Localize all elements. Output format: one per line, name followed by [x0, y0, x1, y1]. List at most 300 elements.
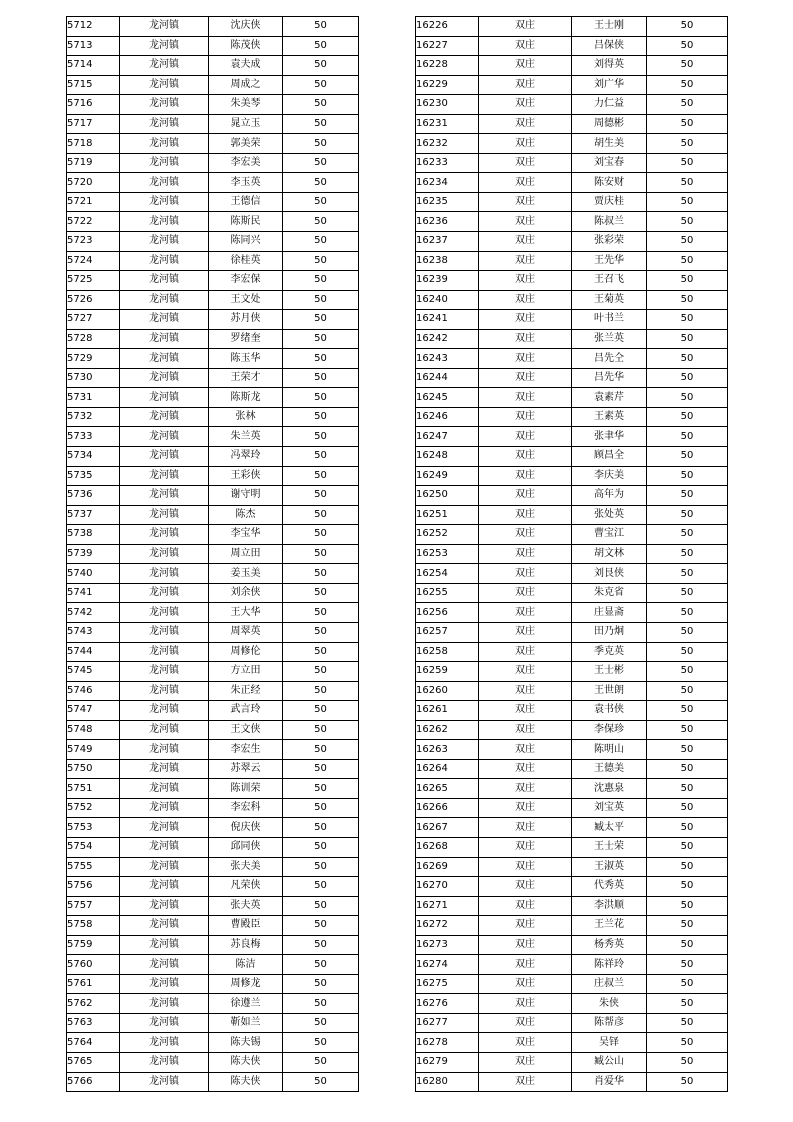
serial-number-cell: 16266	[416, 798, 479, 818]
amount-cell: 50	[647, 17, 728, 37]
serial-number-cell: 5728	[67, 329, 120, 349]
person-name-cell: 朱美琴	[209, 95, 283, 115]
table-row	[416, 759, 728, 779]
person-name-cell: 吕先华	[572, 368, 647, 388]
amount-cell: 50	[647, 290, 728, 310]
amount-cell: 50	[283, 818, 359, 838]
table-row	[67, 1072, 359, 1092]
amount-cell: 50	[647, 877, 728, 897]
amount-cell: 50	[283, 759, 359, 779]
person-name-cell: 王德美	[572, 759, 647, 779]
serial-number-cell: 16231	[416, 114, 479, 134]
table-row	[67, 17, 359, 37]
town-cell: 双庄	[479, 994, 572, 1014]
town-cell: 双庄	[479, 779, 572, 799]
person-name-cell: 王世朗	[572, 681, 647, 701]
table-row	[67, 955, 359, 975]
town-cell: 龙河镇	[120, 447, 209, 467]
amount-cell: 50	[283, 1013, 359, 1033]
table-row	[416, 955, 728, 975]
amount-cell: 50	[283, 192, 359, 212]
serial-number-cell: 16278	[416, 1033, 479, 1053]
amount-cell: 50	[647, 994, 728, 1014]
serial-number-cell: 16234	[416, 173, 479, 193]
table-row	[67, 857, 359, 877]
amount-cell: 50	[283, 642, 359, 662]
serial-number-cell: 16264	[416, 759, 479, 779]
table-row	[416, 1052, 728, 1072]
amount-cell: 50	[283, 232, 359, 252]
serial-number-cell: 16237	[416, 232, 479, 252]
table-row	[67, 583, 359, 603]
town-cell: 龙河镇	[120, 916, 209, 936]
amount-cell: 50	[647, 36, 728, 56]
table-row	[67, 505, 359, 525]
town-cell: 双庄	[479, 153, 572, 173]
table-row	[416, 857, 728, 877]
amount-cell: 50	[647, 818, 728, 838]
town-cell: 双庄	[479, 1072, 572, 1092]
person-name-cell: 张聿华	[572, 427, 647, 447]
person-name-cell: 贾庆桂	[572, 192, 647, 212]
serial-number-cell: 5725	[67, 271, 120, 291]
serial-number-cell: 5727	[67, 310, 120, 330]
amount-cell: 50	[283, 17, 359, 37]
serial-number-cell: 16261	[416, 701, 479, 721]
table-row	[67, 173, 359, 193]
serial-number-cell: 16259	[416, 662, 479, 682]
amount-cell: 50	[283, 1052, 359, 1072]
amount-cell: 50	[283, 857, 359, 877]
person-name-cell: 刘宝英	[572, 798, 647, 818]
amount-cell: 50	[283, 173, 359, 193]
table-row	[67, 994, 359, 1014]
person-name-cell: 李宏美	[209, 153, 283, 173]
serial-number-cell: 16235	[416, 192, 479, 212]
amount-cell: 50	[647, 407, 728, 427]
town-cell: 双庄	[479, 310, 572, 330]
table-row	[416, 95, 728, 115]
serial-number-cell: 5742	[67, 603, 120, 623]
town-cell: 双庄	[479, 349, 572, 369]
person-name-cell: 方立田	[209, 662, 283, 682]
serial-number-cell: 16238	[416, 251, 479, 271]
table-row	[67, 75, 359, 95]
serial-number-cell: 5734	[67, 447, 120, 467]
serial-number-cell: 5721	[67, 192, 120, 212]
serial-number-cell: 16265	[416, 779, 479, 799]
town-cell: 龙河镇	[120, 368, 209, 388]
town-cell: 龙河镇	[120, 1013, 209, 1033]
table-row	[416, 544, 728, 564]
town-cell: 双庄	[479, 564, 572, 584]
right-ledger-table	[415, 16, 728, 1092]
person-name-cell: 凡荣侠	[209, 877, 283, 897]
serial-number-cell: 16246	[416, 407, 479, 427]
person-name-cell: 张林	[209, 407, 283, 427]
table-row	[67, 662, 359, 682]
town-cell: 双庄	[479, 662, 572, 682]
serial-number-cell: 5766	[67, 1072, 120, 1092]
person-name-cell: 代秀英	[572, 877, 647, 897]
serial-number-cell: 16245	[416, 388, 479, 408]
amount-cell: 50	[283, 935, 359, 955]
serial-number-cell: 16279	[416, 1052, 479, 1072]
town-cell: 龙河镇	[120, 36, 209, 56]
town-cell: 双庄	[479, 603, 572, 623]
amount-cell: 50	[283, 329, 359, 349]
town-cell: 双庄	[479, 232, 572, 252]
amount-cell: 50	[647, 95, 728, 115]
serial-number-cell: 16258	[416, 642, 479, 662]
serial-number-cell: 5756	[67, 877, 120, 897]
amount-cell: 50	[647, 837, 728, 857]
table-row	[416, 36, 728, 56]
amount-cell: 50	[647, 1072, 728, 1092]
person-name-cell: 张夫英	[209, 896, 283, 916]
person-name-cell: 陈明山	[572, 740, 647, 760]
serial-number-cell: 5761	[67, 974, 120, 994]
person-name-cell: 吴铎	[572, 1033, 647, 1053]
amount-cell: 50	[283, 505, 359, 525]
person-name-cell: 陈杰	[209, 505, 283, 525]
town-cell: 龙河镇	[120, 251, 209, 271]
table-row	[416, 916, 728, 936]
town-cell: 龙河镇	[120, 271, 209, 291]
table-row	[416, 896, 728, 916]
amount-cell: 50	[283, 720, 359, 740]
table-row	[416, 564, 728, 584]
serial-number-cell: 16249	[416, 466, 479, 486]
serial-number-cell: 16233	[416, 153, 479, 173]
amount-cell: 50	[283, 622, 359, 642]
serial-number-cell: 16247	[416, 427, 479, 447]
serial-number-cell: 5744	[67, 642, 120, 662]
town-cell: 龙河镇	[120, 75, 209, 95]
town-cell: 龙河镇	[120, 1052, 209, 1072]
serial-number-cell: 5746	[67, 681, 120, 701]
amount-cell: 50	[283, 779, 359, 799]
town-cell: 龙河镇	[120, 407, 209, 427]
person-name-cell: 张处英	[572, 505, 647, 525]
person-name-cell: 王荣才	[209, 368, 283, 388]
table-row	[416, 818, 728, 838]
person-name-cell: 徐桂英	[209, 251, 283, 271]
person-name-cell: 武言玲	[209, 701, 283, 721]
serial-number-cell: 16276	[416, 994, 479, 1014]
amount-cell: 50	[283, 603, 359, 623]
person-name-cell: 周修龙	[209, 974, 283, 994]
table-row	[416, 681, 728, 701]
amount-cell: 50	[647, 1052, 728, 1072]
table-row	[416, 583, 728, 603]
table-row	[416, 75, 728, 95]
serial-number-cell: 5738	[67, 525, 120, 545]
town-cell: 龙河镇	[120, 486, 209, 506]
person-name-cell: 肖爱华	[572, 1072, 647, 1092]
person-name-cell: 朱兰英	[209, 427, 283, 447]
town-cell: 双庄	[479, 427, 572, 447]
person-name-cell: 李宏保	[209, 271, 283, 291]
amount-cell: 50	[647, 525, 728, 545]
person-name-cell: 李宝华	[209, 525, 283, 545]
amount-cell: 50	[283, 544, 359, 564]
serial-number-cell: 5726	[67, 290, 120, 310]
table-row	[67, 779, 359, 799]
town-cell: 双庄	[479, 271, 572, 291]
person-name-cell: 曹殿臣	[209, 916, 283, 936]
serial-number-cell: 16226	[416, 17, 479, 37]
town-cell: 龙河镇	[120, 798, 209, 818]
serial-number-cell: 16267	[416, 818, 479, 838]
person-name-cell: 沈庆侠	[209, 17, 283, 37]
town-cell: 龙河镇	[120, 505, 209, 525]
amount-cell: 50	[283, 740, 359, 760]
person-name-cell: 邱同侠	[209, 837, 283, 857]
person-name-cell: 臧公山	[572, 1052, 647, 1072]
town-cell: 双庄	[479, 95, 572, 115]
table-row	[67, 1033, 359, 1053]
amount-cell: 50	[283, 427, 359, 447]
serial-number-cell: 5751	[67, 779, 120, 799]
table-row	[416, 974, 728, 994]
town-cell: 龙河镇	[120, 525, 209, 545]
serial-number-cell: 5760	[67, 955, 120, 975]
table-row	[67, 388, 359, 408]
amount-cell: 50	[647, 662, 728, 682]
amount-cell: 50	[283, 368, 359, 388]
person-name-cell: 胡文林	[572, 544, 647, 564]
amount-cell: 50	[283, 701, 359, 721]
serial-number-cell: 16229	[416, 75, 479, 95]
table-row	[416, 622, 728, 642]
person-name-cell: 周修伦	[209, 642, 283, 662]
table-row	[67, 740, 359, 760]
serial-number-cell: 16242	[416, 329, 479, 349]
amount-cell: 50	[283, 212, 359, 232]
person-name-cell: 朱侠	[572, 994, 647, 1014]
serial-number-cell: 16230	[416, 95, 479, 115]
serial-number-cell: 16232	[416, 134, 479, 154]
table-row	[416, 935, 728, 955]
table-row	[416, 427, 728, 447]
town-cell: 双庄	[479, 329, 572, 349]
amount-cell: 50	[647, 740, 728, 760]
table-row	[67, 95, 359, 115]
table-row	[67, 290, 359, 310]
amount-cell: 50	[647, 974, 728, 994]
person-name-cell: 高年为	[572, 486, 647, 506]
amount-cell: 50	[647, 759, 728, 779]
serial-number-cell: 5731	[67, 388, 120, 408]
town-cell: 龙河镇	[120, 974, 209, 994]
table-row	[416, 720, 728, 740]
town-cell: 龙河镇	[120, 622, 209, 642]
town-cell: 双庄	[479, 447, 572, 467]
person-name-cell: 王彩侠	[209, 466, 283, 486]
person-name-cell: 李玉英	[209, 173, 283, 193]
amount-cell: 50	[647, 642, 728, 662]
serial-number-cell: 16268	[416, 837, 479, 857]
amount-cell: 50	[647, 427, 728, 447]
town-cell: 龙河镇	[120, 544, 209, 564]
town-cell: 双庄	[479, 525, 572, 545]
town-cell: 龙河镇	[120, 779, 209, 799]
person-name-cell: 晁立玉	[209, 114, 283, 134]
serial-number-cell: 16252	[416, 525, 479, 545]
serial-number-cell: 16269	[416, 857, 479, 877]
person-name-cell: 周德彬	[572, 114, 647, 134]
amount-cell: 50	[647, 56, 728, 76]
person-name-cell: 陈洁	[209, 955, 283, 975]
serial-number-cell: 5754	[67, 837, 120, 857]
town-cell: 龙河镇	[120, 427, 209, 447]
person-name-cell: 杨秀英	[572, 935, 647, 955]
table-row	[416, 407, 728, 427]
person-name-cell: 王士彬	[572, 662, 647, 682]
amount-cell: 50	[647, 622, 728, 642]
town-cell: 双庄	[479, 251, 572, 271]
town-cell: 龙河镇	[120, 349, 209, 369]
table-row	[416, 368, 728, 388]
table-row	[67, 329, 359, 349]
serial-number-cell: 16228	[416, 56, 479, 76]
person-name-cell: 李洪顺	[572, 896, 647, 916]
town-cell: 龙河镇	[120, 837, 209, 857]
table-row	[67, 798, 359, 818]
serial-number-cell: 5749	[67, 740, 120, 760]
left-ledger-table	[66, 16, 359, 1092]
town-cell: 双庄	[479, 818, 572, 838]
amount-cell: 50	[283, 525, 359, 545]
person-name-cell: 冯翠玲	[209, 447, 283, 467]
serial-number-cell: 16262	[416, 720, 479, 740]
person-name-cell: 倪庆侠	[209, 818, 283, 838]
amount-cell: 50	[283, 916, 359, 936]
table-row	[67, 701, 359, 721]
town-cell: 龙河镇	[120, 603, 209, 623]
serial-number-cell: 16270	[416, 877, 479, 897]
town-cell: 龙河镇	[120, 329, 209, 349]
town-cell: 双庄	[479, 1033, 572, 1053]
town-cell: 双庄	[479, 974, 572, 994]
town-cell: 龙河镇	[120, 740, 209, 760]
table-row	[67, 974, 359, 994]
town-cell: 龙河镇	[120, 935, 209, 955]
person-name-cell: 朱正经	[209, 681, 283, 701]
serial-number-cell: 16251	[416, 505, 479, 525]
amount-cell: 50	[283, 134, 359, 154]
serial-number-cell: 5763	[67, 1013, 120, 1033]
person-name-cell: 王士荣	[572, 837, 647, 857]
amount-cell: 50	[283, 1072, 359, 1092]
person-name-cell: 苏月侠	[209, 310, 283, 330]
person-name-cell: 罗绪奎	[209, 329, 283, 349]
town-cell: 龙河镇	[120, 310, 209, 330]
person-name-cell: 王士刚	[572, 17, 647, 37]
town-cell: 双庄	[479, 935, 572, 955]
amount-cell: 50	[283, 153, 359, 173]
person-name-cell: 庄显斋	[572, 603, 647, 623]
table-row	[67, 544, 359, 564]
serial-number-cell: 5717	[67, 114, 120, 134]
amount-cell: 50	[647, 134, 728, 154]
amount-cell: 50	[283, 877, 359, 897]
town-cell: 龙河镇	[120, 388, 209, 408]
person-name-cell: 谢守明	[209, 486, 283, 506]
table-row	[416, 232, 728, 252]
person-name-cell: 陈安财	[572, 173, 647, 193]
serial-number-cell: 16280	[416, 1072, 479, 1092]
person-name-cell: 袁素芹	[572, 388, 647, 408]
table-row	[416, 779, 728, 799]
person-name-cell: 陈祥玲	[572, 955, 647, 975]
town-cell: 双庄	[479, 134, 572, 154]
serial-number-cell: 5741	[67, 583, 120, 603]
person-name-cell: 臧太平	[572, 818, 647, 838]
serial-number-cell: 5750	[67, 759, 120, 779]
amount-cell: 50	[283, 271, 359, 291]
table-row	[416, 642, 728, 662]
amount-cell: 50	[647, 779, 728, 799]
serial-number-cell: 16253	[416, 544, 479, 564]
amount-cell: 50	[647, 486, 728, 506]
amount-cell: 50	[647, 701, 728, 721]
amount-cell: 50	[283, 974, 359, 994]
person-name-cell: 张兰英	[572, 329, 647, 349]
amount-cell: 50	[647, 1033, 728, 1053]
table-row	[67, 153, 359, 173]
table-row	[416, 662, 728, 682]
serial-number-cell: 16227	[416, 36, 479, 56]
person-name-cell: 力仁益	[572, 95, 647, 115]
table-row	[67, 134, 359, 154]
table-row	[67, 56, 359, 76]
town-cell: 龙河镇	[120, 818, 209, 838]
town-cell: 双庄	[479, 36, 572, 56]
serial-number-cell: 5759	[67, 935, 120, 955]
table-row	[416, 251, 728, 271]
serial-number-cell: 5722	[67, 212, 120, 232]
person-name-cell: 胡生美	[572, 134, 647, 154]
town-cell: 龙河镇	[120, 877, 209, 897]
town-cell: 龙河镇	[120, 720, 209, 740]
table-row	[416, 701, 728, 721]
town-cell: 龙河镇	[120, 583, 209, 603]
town-cell: 双庄	[479, 56, 572, 76]
town-cell: 双庄	[479, 896, 572, 916]
table-row	[67, 192, 359, 212]
town-cell: 双庄	[479, 505, 572, 525]
serial-number-cell: 5752	[67, 798, 120, 818]
amount-cell: 50	[647, 153, 728, 173]
town-cell: 双庄	[479, 1013, 572, 1033]
town-cell: 双庄	[479, 877, 572, 897]
person-name-cell: 李保珍	[572, 720, 647, 740]
town-cell: 双庄	[479, 759, 572, 779]
amount-cell: 50	[283, 837, 359, 857]
table-row	[416, 212, 728, 232]
serial-number-cell: 5718	[67, 134, 120, 154]
person-name-cell: 陈训荣	[209, 779, 283, 799]
table-row	[416, 388, 728, 408]
table-row	[67, 877, 359, 897]
serial-number-cell: 5720	[67, 173, 120, 193]
table-row	[67, 407, 359, 427]
person-name-cell: 王大华	[209, 603, 283, 623]
serial-number-cell: 5714	[67, 56, 120, 76]
amount-cell: 50	[647, 75, 728, 95]
